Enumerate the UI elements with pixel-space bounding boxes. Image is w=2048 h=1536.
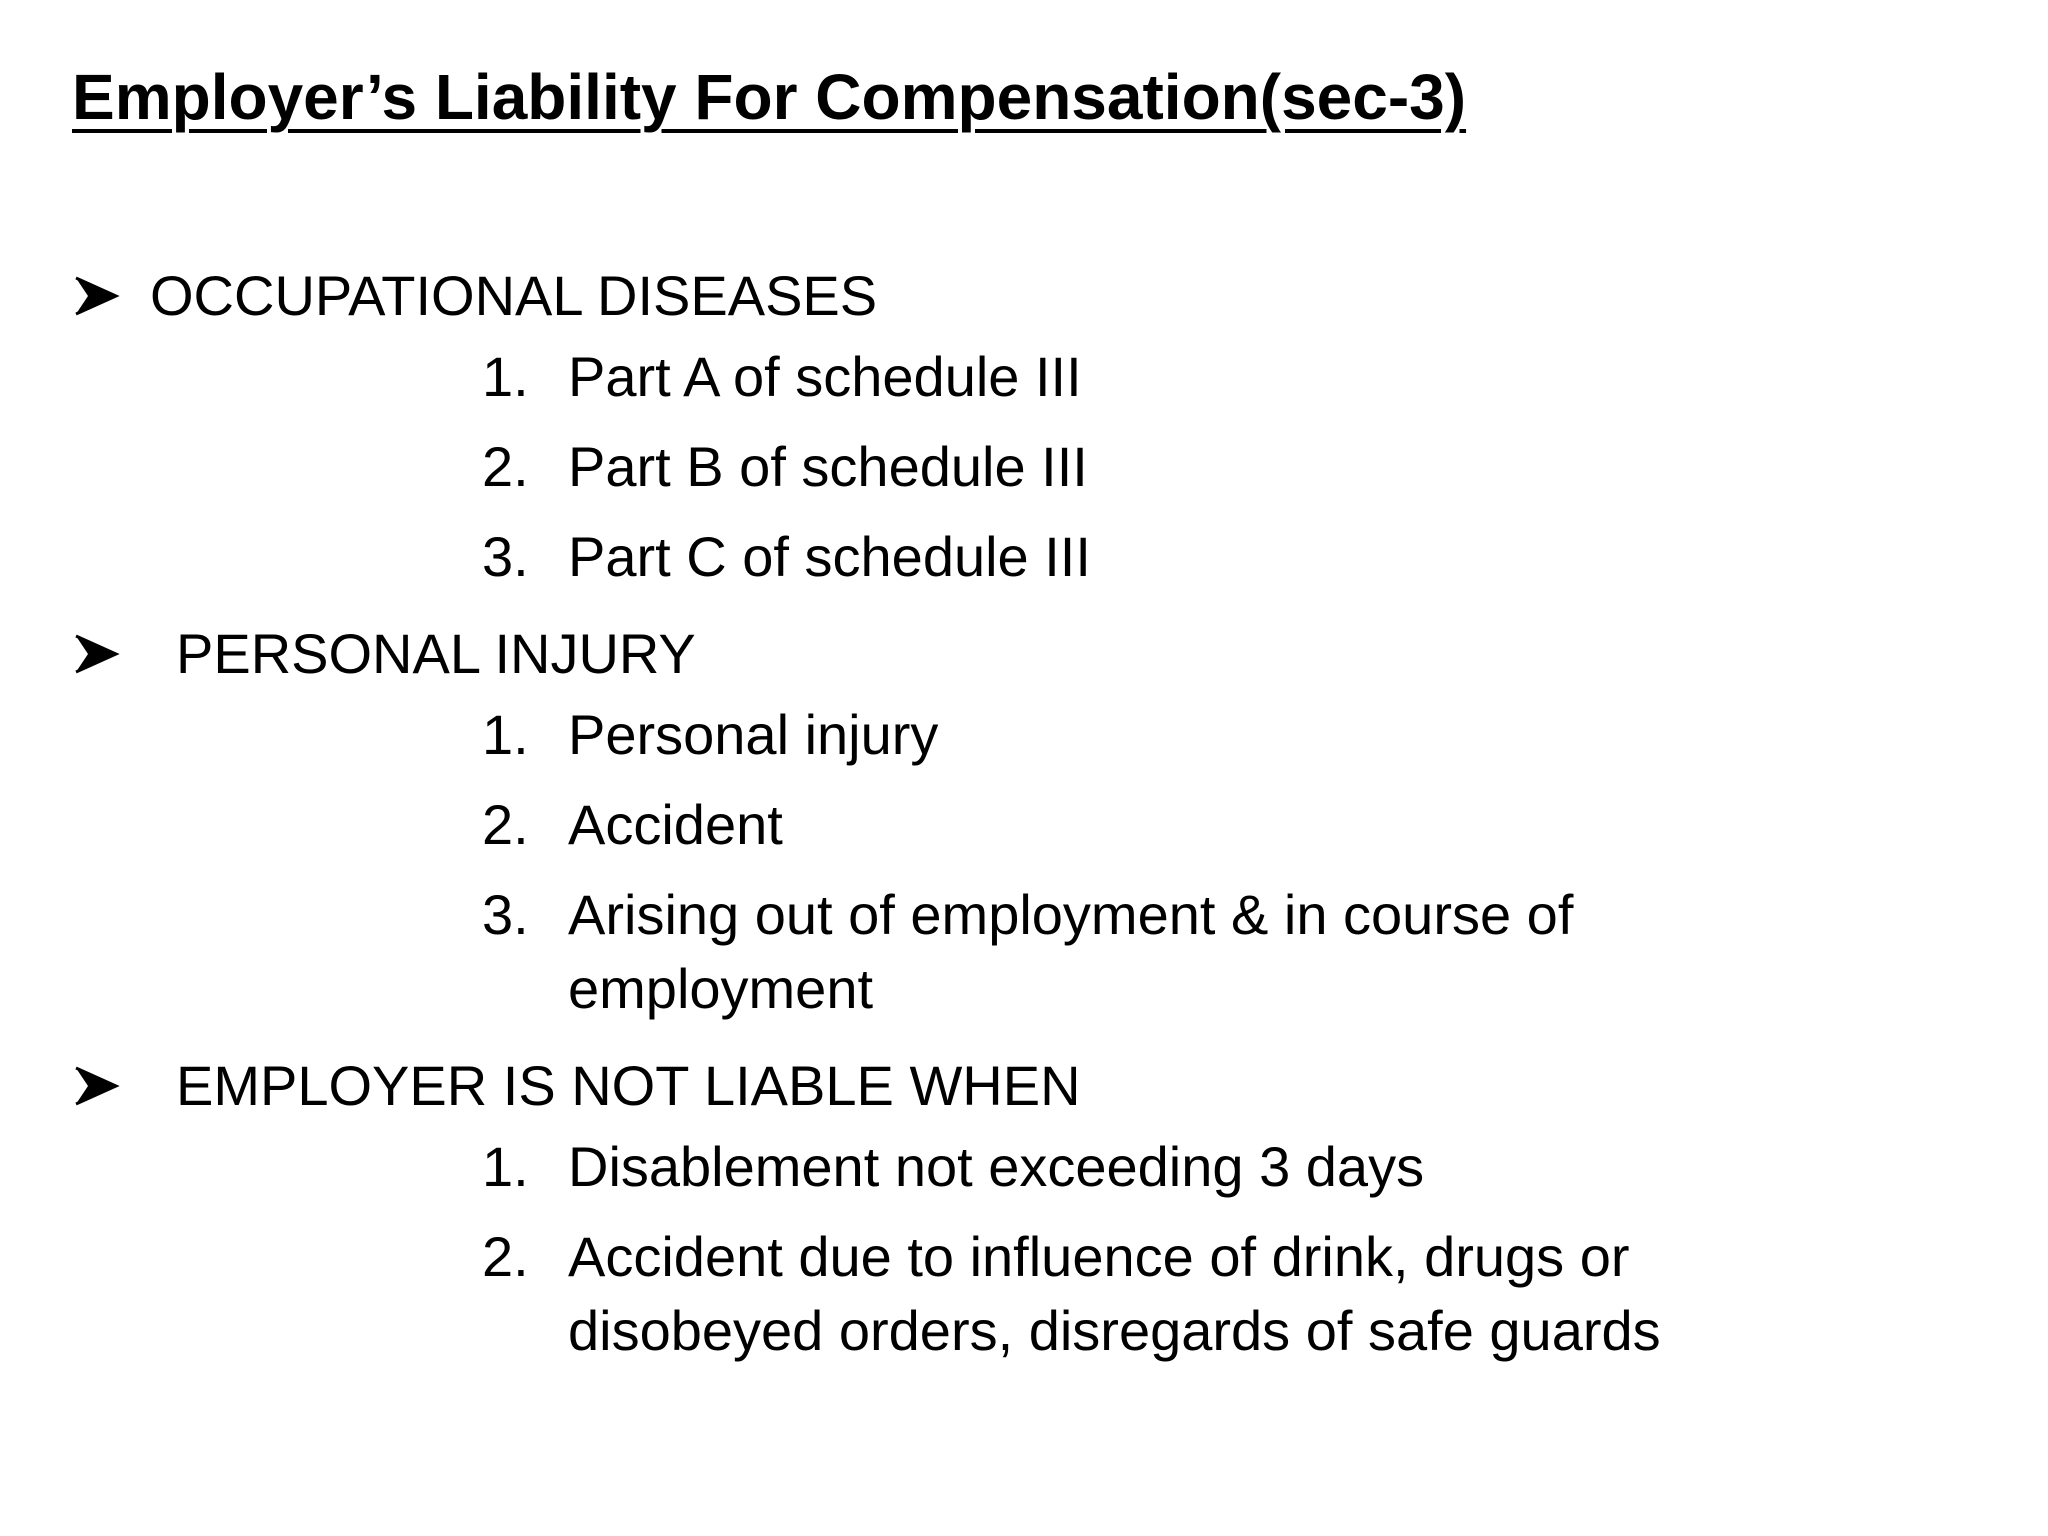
list-item-number: 1. xyxy=(482,345,529,408)
list-item-text: Accident due to influence of drink, drugs or disobeyed orders, disregards of safe guards xyxy=(568,1225,1661,1362)
list-item xyxy=(482,1220,1992,1368)
slide-title: Employer’s Liability For Compensation(sec-3) xyxy=(72,61,1467,133)
list-item-number: 1. xyxy=(482,1135,529,1198)
list-item xyxy=(482,878,1992,1026)
list-item-number: 2. xyxy=(482,793,529,856)
arrowhead-bullet-icon xyxy=(72,272,120,320)
section-heading-employer-not-liable xyxy=(72,1042,1992,1130)
list-item-text: Disablement not exceeding 3 days xyxy=(568,1135,1425,1198)
list-item-text: Part C of schedule III xyxy=(568,525,1091,588)
list-item xyxy=(482,340,1992,414)
section-heading-text: EMPLOYER IS NOT LIABLE WHEN xyxy=(176,1054,1081,1117)
list-item xyxy=(482,1130,1992,1204)
list-item-text: Accident xyxy=(568,793,783,856)
section-heading-occupational-diseases xyxy=(72,252,1992,340)
list-item-text: Personal injury xyxy=(568,703,939,766)
list-item-number: 3. xyxy=(482,525,529,588)
list-item xyxy=(482,520,1992,594)
list-item-number: 1. xyxy=(482,703,529,766)
list-item-text: Part A of schedule III xyxy=(568,345,1082,408)
section-heading-personal-injury xyxy=(72,610,1992,698)
list-item xyxy=(482,788,1992,862)
occupational-diseases-list xyxy=(72,340,1992,594)
list-item xyxy=(482,698,1992,772)
list-item-number: 2. xyxy=(482,435,529,498)
arrowhead-bullet-icon xyxy=(72,630,120,678)
arrowhead-bullet-icon xyxy=(72,1062,120,1110)
section-heading-text: OCCUPATIONAL DISEASES xyxy=(150,264,878,327)
slide-content xyxy=(72,252,1992,1384)
list-item-number: 2. xyxy=(482,1225,529,1288)
personal-injury-list xyxy=(72,698,1992,1026)
list-item-number: 3. xyxy=(482,883,529,946)
list-item xyxy=(482,430,1992,504)
list-item-text: Arising out of employment & in course of employment xyxy=(568,883,1574,1020)
list-item-text: Part B of schedule III xyxy=(568,435,1088,498)
employer-not-liable-list xyxy=(72,1130,1992,1368)
section-heading-text: PERSONAL INJURY xyxy=(176,622,696,685)
